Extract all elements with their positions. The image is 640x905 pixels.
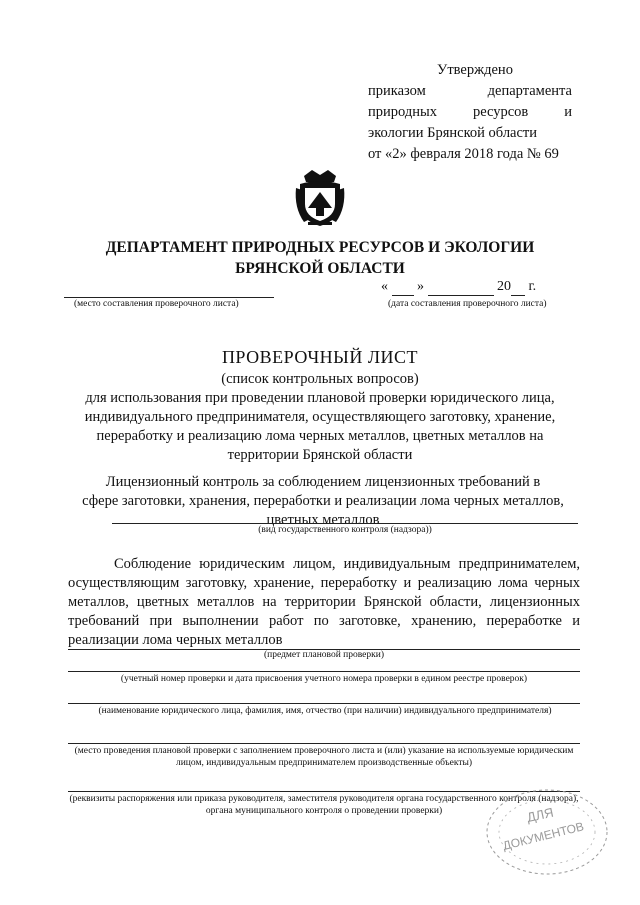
date-field[interactable] <box>381 279 571 296</box>
subtitle-line-2: для использования при проведении плановой проверки юридического лица, <box>85 390 555 406</box>
stamp-text-1: ДЛЯ <box>525 804 555 825</box>
date-month-blank[interactable] <box>428 279 494 296</box>
department-name <box>60 237 580 279</box>
order-details-caption: (реквизиты распоряжения или приказа руководителя, заместителя руководителя органа государственного контроля (надзора), органа муниципального контроля о проведении проверки) <box>69 794 579 816</box>
document-stamp-icon <box>462 770 612 880</box>
account-number-caption: (учетный номер проверки и дата присвоения учетного номера проверки в едином реестре проверок) <box>120 674 528 684</box>
license-line-1: Лицензионный контроль за соблюдением лицензионных требований в <box>105 474 541 490</box>
place-caption: (место составления проверочного листа) <box>74 299 239 309</box>
control-type-caption: (вид государственного контроля (надзора)) <box>258 525 432 535</box>
subject-caption: (предмет плановой проверки) <box>263 650 385 660</box>
checklist-title: ПРОВЕРОЧНЫЙ ЛИСТ <box>221 347 419 367</box>
date-caption: (дата составления проверочного листа) <box>388 299 547 309</box>
coat-of-arms-icon <box>294 168 346 228</box>
entity-name-caption: (наименование юридического лица, фамилия, имя, отчество (при наличии) индивидуального предпринимателя) <box>98 706 552 716</box>
entity-name-blank[interactable] <box>68 702 580 704</box>
license-line-2: сфере заготовки, хранения, переработки и реализации лома черных металлов, <box>82 493 564 509</box>
date-year-prefix: 20 <box>497 279 511 294</box>
date-open-quote: « <box>381 279 388 294</box>
date-close-quote: » <box>417 279 424 294</box>
date-day-blank[interactable] <box>392 279 414 296</box>
stamp-text-2: ДОКУМЕНТОВ <box>501 819 586 853</box>
place-blank-line[interactable] <box>64 296 274 298</box>
approval-title: Утверждено <box>437 62 513 78</box>
date-year-blank[interactable] <box>511 279 525 296</box>
inspection-place-caption: (место проведения плановой проверки с заполнением проверочного листа и (или) указание на используемые юридическим лицом, индивидуальным предпринимателем производственные объекты) <box>74 746 574 768</box>
approval-order-date: от «2» февраля 2018 года № 69 <box>368 146 559 162</box>
inspection-place-blank[interactable] <box>68 742 580 744</box>
account-number-blank[interactable] <box>68 670 580 672</box>
subtitle-line-1: (список контрольных вопросов) <box>221 371 419 387</box>
approval-line-3: экологии Брянской области <box>368 125 538 141</box>
department-name-line-1: ДЕПАРТАМЕНТ ПРИРОДНЫХ РЕСУРСОВ И ЭКОЛОГИИ <box>105 239 535 256</box>
approval-block <box>368 60 572 165</box>
control-type-line <box>112 522 578 524</box>
subject-paragraph: Соблюдение юридическим лицом, индивидуальным предпринимателем, осуществляющим заготовку, хранение, переработку и реализацию лома черных металлов, цветных металлов на территории Брянской области, лицензионных требований при выполнении работ по заготовке, хранению, переработке и реализации лома черных металлов <box>68 556 580 648</box>
subtitle-line-3: индивидуального предпринимателя, осуществляющего заготовку, хранение, <box>84 409 556 425</box>
checklist-subtitle <box>40 370 600 465</box>
department-name-line-2: БРЯНСКОЙ ОБЛАСТИ <box>235 260 405 277</box>
approval-line-2: природных ресурсов и <box>368 104 572 120</box>
license-line-3: цветных металлов <box>266 512 380 528</box>
date-year-suffix: г. <box>528 279 537 294</box>
subtitle-line-4: переработку и реализацию лома черных металлов, цветных металлов на <box>96 428 544 444</box>
subtitle-line-5: территории Брянской области <box>227 447 413 463</box>
approval-line-1: приказом департамента <box>368 83 572 99</box>
